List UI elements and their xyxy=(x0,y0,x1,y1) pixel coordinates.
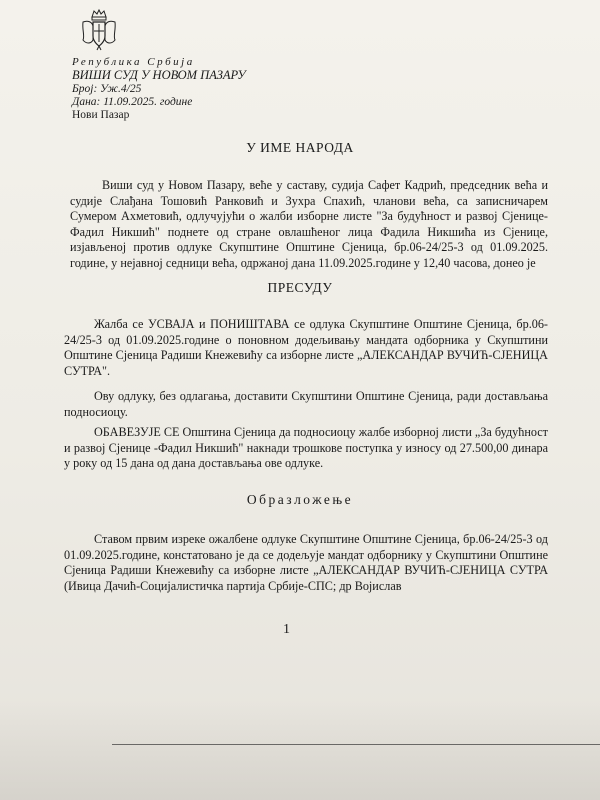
verdict-paragraph-3: ОБАВЕЗУЈЕ СЕ Општина Сјеница да подносиоцу жалбе изборној листи „За будућност и развој Сјенице -Фадил Никшић" накнади трошкове поступка у износу од 27.500,00 динара у року од 15 дана од дана достављања ове одлуке. xyxy=(64,425,548,470)
coat-of-arms-icon xyxy=(80,8,118,52)
intro-paragraph: Виши суд у Новом Пазару, веће у саставу, судија Сафет Кадрић, председник већа и судије Слађана Тошовић Ранковић и Зухра Спахић, чланови већа, са записничарем Сумером Ахметовић, одлучујући о жалби изборне листе "За будућност и развој Сјенице-Фадил Никшић" поднете од стране овлашћеног лица Фадила Никшића из Сјенице, изјављеној против одлуке Скупштине Општине Сјеница, бр.06-24/25-3 од 01.09.2025. године, у нејавној седници већа, одржаној дана 11.09.2025.године у 12,40 часова, донео је xyxy=(70,178,548,270)
republic-label: Република Србија xyxy=(72,56,195,68)
page-number: 1 xyxy=(283,622,290,637)
verdict-paragraph-2: Ову одлуку, без одлагања, доставити Скупштини Општине Сјеница, ради достављања подносиоцу. xyxy=(64,389,548,419)
page-shadow xyxy=(0,700,600,800)
document-place: Нови Пазар xyxy=(72,109,130,121)
document-date: Дана: 11.09.2025. године xyxy=(72,96,193,108)
in-the-name-heading: У ИМЕ НАРОДА xyxy=(246,140,354,155)
footer-divider xyxy=(112,744,600,745)
reasoning-paragraph-1: Ставом првим изреке ожалбене одлуке Скупштине Општине Сјеница, бр.06-24/25-3 од 01.09.2025.године, констатовано је да се додељује мандат одборнику у Скупштини Општине Сјеница Радиши Кнежевићу са изборне листе „АЛЕКСАНДАР ВУЧИЋ-СЈЕНИЦА СУТРА (Ивица Дачић-Социјалистичка партија Србије-СПС; др Војислав xyxy=(64,532,548,593)
verdict-paragraph-1: Жалба се УСВАЈА и ПОНИШТАВА се одлука Скупштине Општине Сјеница, бр.06-24/25-3 од 01.09.2025.године о поновном додељивању мандата одборника у Скупштини Општине Сјеница Радиши Кнежевићу са изборне листе „АЛЕКСАНДАР ВУЧИЋ-СЈЕНИЦА СУТРА". xyxy=(64,317,548,378)
court-name: ВИШИ СУД У НОВОМ ПАЗАРУ xyxy=(72,68,246,82)
reasoning-heading: Образложење xyxy=(246,492,354,507)
case-number: Број: Уж.4/25 xyxy=(72,83,142,95)
verdict-heading: ПРЕСУДУ xyxy=(267,280,333,295)
